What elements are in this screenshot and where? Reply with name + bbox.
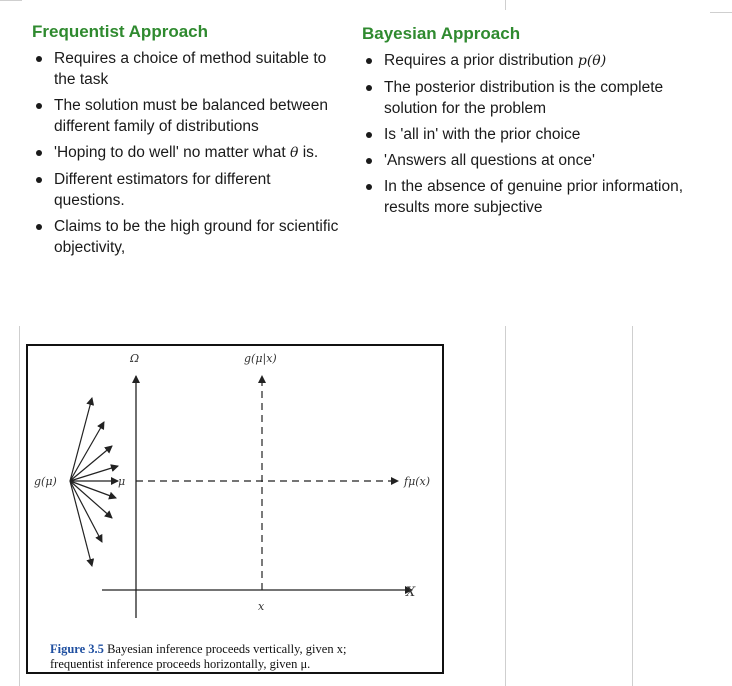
list-item: In the absence of genuine prior information, results more subjective [362,176,702,218]
list-item: The posterior distribution is the complete solution for the problem [362,77,702,119]
posterior-label: g(μ|x) [244,352,277,365]
x-axis-label: X [406,585,416,600]
frequentist-list [32,48,342,258]
mu-label: μ [118,475,126,488]
frequentist-column [32,22,342,263]
bayesian-list [362,50,702,218]
prior-text: Requires a prior distribution [384,52,574,69]
omega-label: Ω [130,352,140,365]
list-item [32,142,342,164]
fan-arrow [70,481,102,542]
guide-line-top-left [0,0,22,1]
list-item: Different estimators for different questions. [32,169,342,211]
frequentist-heading: Frequentist Approach [32,22,208,41]
list-item: The solution must be balanced between different family of distributions [32,95,342,137]
prior-symbol: p(θ) [577,53,607,69]
figure-number: Figure 3.5 [50,642,104,656]
list-item: Is 'all in' with the prior choice [362,124,702,145]
list-item: Requires a choice of method suitable to the task [32,48,342,90]
bayesian-column [362,24,702,223]
prior-fan-arrows [70,398,118,566]
fan-arrow [70,446,112,481]
guide-line-top-right [710,12,732,13]
list-item: 'Answers all questions at once' [362,150,702,171]
figure-3-5 [26,344,444,674]
fan-arrow [70,481,92,566]
inference-diagram [28,346,442,672]
list-item: Claims to be the high ground for scientific objectivity, [32,216,342,258]
fan-arrow [70,398,92,481]
list-item [362,50,702,72]
guide-line-vertical-1 [505,326,506,686]
guide-line-top-mid [505,0,506,10]
theta-symbol: θ [289,145,299,161]
caption-line-2: frequentist inference proceeds horizontally, given μ. [50,657,311,671]
fan-arrow [70,481,116,498]
guide-line-vertical-3 [19,326,20,686]
x-value-label: x [258,600,265,613]
prior-label: g(μ) [34,475,57,488]
hoping-text: 'Hoping to do well' no matter what [54,144,286,161]
bayesian-heading: Bayesian Approach [362,24,521,43]
hoping-suffix: is. [302,144,319,161]
fan-arrow [70,481,112,518]
guide-line-vertical-2 [632,326,633,686]
likelihood-label: fμ(x) [404,475,431,488]
caption-line-1: Bayesian inference proceeds vertically, given x; [107,642,347,656]
figure-caption [50,642,430,672]
